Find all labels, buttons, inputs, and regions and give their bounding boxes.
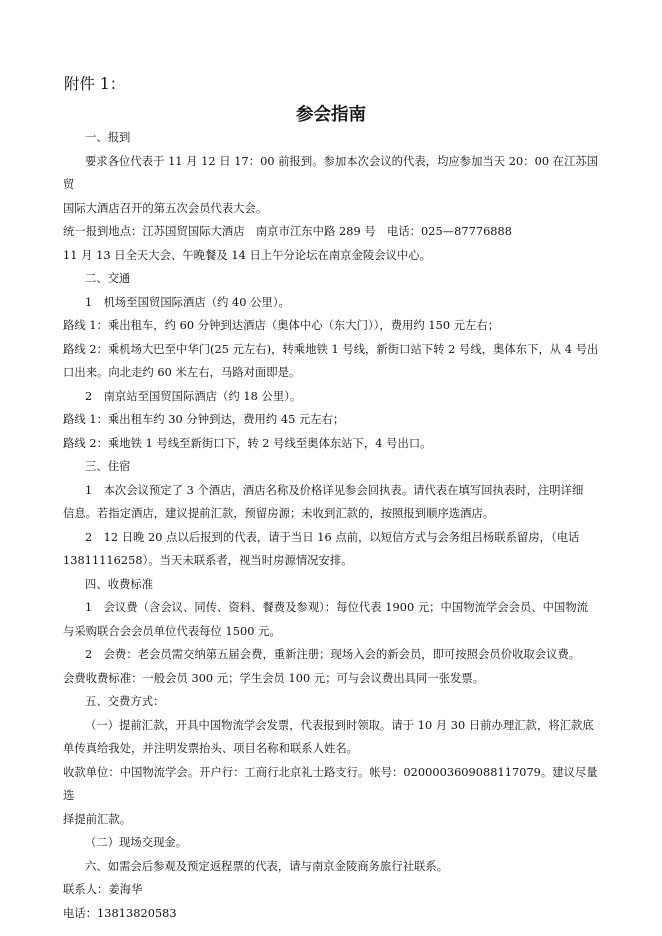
paragraph-registration-l2: 国际大酒店召开的第五次会员代表大会。	[63, 201, 268, 215]
section-heading-fees: 四、收费标准	[85, 577, 154, 591]
fee-1-l1: 1 会议费（含会议、同传、资料、餐费及参观）：每位代表 1900 元；中国物流学会会员、中国物流	[85, 601, 589, 614]
paragraph-registration-schedule: 11 月 13 日全天大会、午晚餐及 14 日上午分论坛在南京金陵会议中心。	[63, 248, 431, 262]
fee-2-l2: 会费收费标准：一般会员 300 元；学生会员 100 元；可与会议费出具同一张发票。	[63, 671, 485, 685]
payment-1-l1: （一）提前汇款，开具中国物流学会发票，代表报到时领取。请于 10 月 30 日前办理汇款，将汇款底	[85, 718, 594, 732]
paragraph-registration-l1: 要求各位代表于 11 月 12 日 17：00 前报到。参加本次会议的代表，均应参加当天 20：00 在江苏国贸	[63, 154, 599, 191]
traffic-1-title: 1 机场至国贸国际酒店（约 40 公里）。	[85, 295, 290, 309]
fee-1-l2: 与采购联合会会员单位代表每位 1500 元。	[63, 624, 281, 638]
lodging-1-l2: 信息。若指定酒店，建议提前汇款，预留房源；未收到汇款的，按照报到顺序选酒店。	[63, 507, 495, 520]
lodging-2-l2: 13811116258）。当天未联系者，视当时房源情况安排。	[63, 554, 353, 567]
lodging-2-l1: 2 12 日晚 20 点以后报到的代表，请于当日 16 点前，以短信方式与会务组吕杨联系留房，（电话	[85, 530, 580, 544]
section-heading-payment: 五、交费方式：	[85, 695, 165, 708]
traffic-1-route-2-l1: 路线 2：乘机场大巴至中华门(25 元左右)，转乘地铁 1 号线，新街口站下转 2 号线，奥体东下，从 4 号出	[63, 342, 599, 356]
payment-bank-l1: 收款单位：中国物流学会。开户行：工商行北京礼士路支行。帐号：0200003609088117079。建议尽量选	[63, 765, 598, 802]
traffic-2-title: 2 南京站至国贸国际酒店（约 18 公里）。	[85, 389, 302, 403]
payment-2: （二）现场交现金。	[85, 836, 188, 849]
traffic-2-route-2: 路线 2：乘地铁 1 号线至新街口下，转 2 号线至奥体东站下，4 号出口。	[63, 436, 432, 450]
attachment-label: 附件 1：	[64, 75, 126, 93]
payment-1-l2: 单传真给我处，并注明发票抬头、项目名称和联系人姓名。	[63, 742, 359, 755]
section-heading-registration: 一、报到	[85, 131, 131, 144]
section-six: 六、如需会后参观及预定返程票的代表，请与南京金陵商务旅行社联系。	[85, 859, 449, 873]
traffic-1-route-2-l2: 口出来。向北走约 60 米左右，马路对面即是。	[63, 366, 301, 379]
section-heading-traffic: 二、交通	[85, 272, 131, 285]
document-body	[63, 126, 600, 925]
traffic-1-route-1: 路线 1：乘出租车，约 60 分钟到达酒店（奥体中心（东大门）），费用约 150 元左右；	[63, 319, 500, 332]
lodging-1-l1: 1 本次会议预定了 3 个酒店，酒店名称及价格详见参会回执表。请代表在填写回执表时，注明详细	[85, 483, 584, 497]
contact-phone: 电话：13813820583	[63, 906, 177, 920]
traffic-2-route-1: 路线 1：乘出租车约 30 分钟到达，费用约 45 元左右；	[63, 413, 345, 426]
payment-bank-l2: 择提前汇款。	[63, 812, 132, 826]
page-title: 参会指南	[296, 105, 366, 125]
fee-2-l1: 2 会费：老会员需交纳第五届会费，重新注册；现场入会的新会员，即可按照会员价收取会议费。	[85, 648, 581, 661]
contact-person: 联系人：姜海华	[63, 883, 143, 896]
paragraph-registration-location: 统一报到地点：江苏国贸国际大酒店 南京市江东中路 289 号 电话：025—87776888	[63, 225, 513, 238]
section-heading-lodging: 三、住宿	[85, 460, 131, 473]
